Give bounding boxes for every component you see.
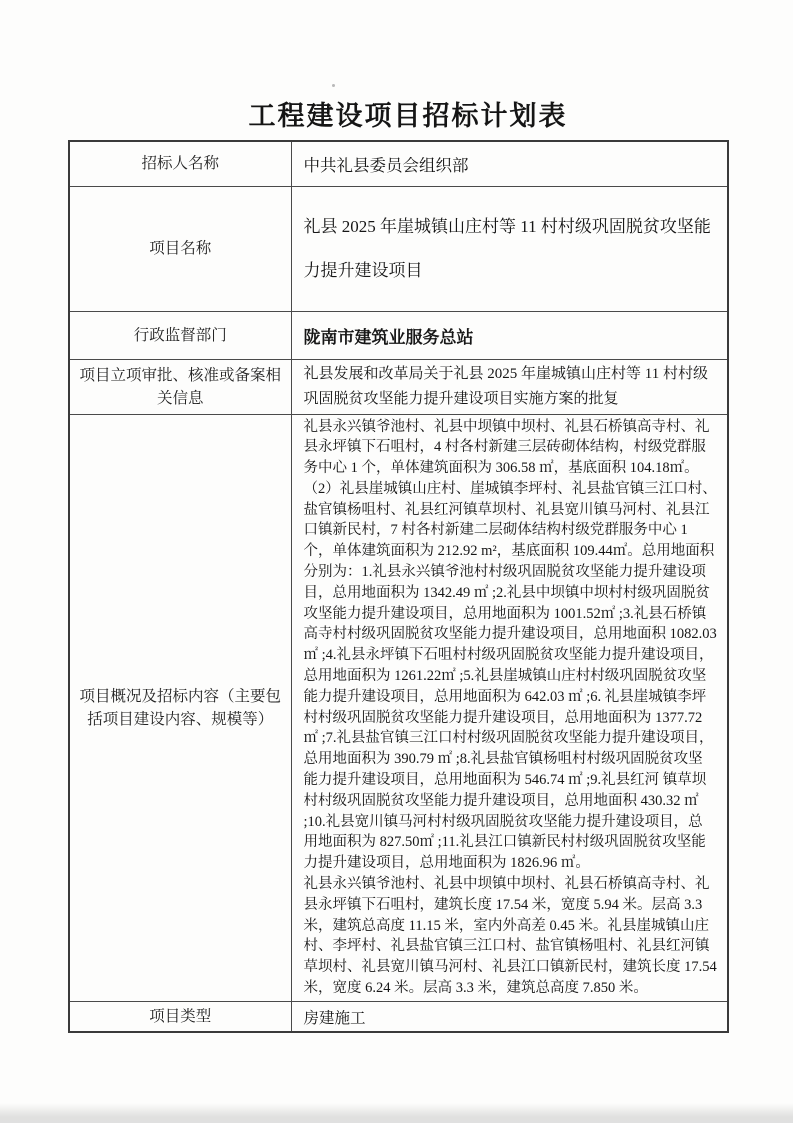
scan-speck <box>332 84 335 87</box>
table-row <box>69 141 728 186</box>
scan-edge-shadow <box>0 1103 793 1123</box>
table-row <box>69 186 728 311</box>
field-label-project-type: 项目类型 <box>69 1001 291 1032</box>
field-value-project-overview <box>291 414 728 1001</box>
field-value-supervising-department: 陇南市建筑业服务总站 <box>291 311 728 359</box>
field-label-approval-info: 项目立项审批、核准或备案相关信息 <box>69 359 291 414</box>
field-value-bidder-name: 中共礼县委员会组织部 <box>291 141 728 186</box>
table-row <box>69 414 728 1001</box>
table-row <box>69 1001 728 1032</box>
field-label-project-name: 项目名称 <box>69 186 291 311</box>
table-row <box>69 311 728 359</box>
field-value-project-type: 房建施工 <box>291 1001 728 1032</box>
field-label-supervising-department: 行政监督部门 <box>69 311 291 359</box>
field-label-project-overview: 项目概况及招标内容（主要包括项目建设内容、规模等） <box>69 414 291 1001</box>
overview-paragraph-dimensions: 礼县永兴镇爷池村、礼县中坝镇中坝村、礼县石桥镇高寺村、礼县永坪镇下石咀村，建筑长度 17.54 米，宽度 5.94 米。层高 3.3 米，建筑总高度 11.15 米，室内外高差 0.45 米。礼县崖城镇山庄村、李坪村、礼县盐官镇三江口村、盐官镇杨咀村、礼县红河镇草坝村、礼县宽川镇马河村、礼县江口镇新民村，建筑长度 17.54 米，宽度 6.24 米。层高 3.3 米，建筑总高度 7.850 米。 <box>303 876 717 997</box>
overview-paragraph-areas: 礼县永兴镇爷池村、礼县中坝镇中坝村、礼县石桥镇高寺村、礼县永坪镇下石咀村，4 村各村新建三层砖砌体结构，村级党群服务中心 1 个，单体建筑面积为 306.58 ㎡，基底面积 104.18㎡。（2）礼县崖城镇山庄村、崖城镇李坪村、礼县盐官镇三江口村、盐官镇杨咀村、礼县红河镇草坝村、礼县宽川镇马河村、礼县江口镇新民村，7 村各村新建二层砌体结构村级党群服务中心 1 个，单体建筑面积为 212.92 m²，基底面积 109.44㎡。总用地面积分别为：1.礼县永兴镇爷池村村级巩固脱贫攻坚能力提升建设项目，总用地面积为 1342.49 ㎡ ;2.礼县中坝镇中坝村村级巩固脱贫攻坚能力提升建设项目，总用地面积为 1001.52㎡ ;3.礼县石桥镇高寺村村级巩固脱贫攻坚能力提升建设项目，总用地面积 1082.03㎡ ;4.礼县永坪镇下石咀村村级巩固脱贫攻坚能力提升建设项目，总用地面积为 1261.22㎡ ;5.礼县崖城镇山庄村村级巩固脱贫攻坚能力提升建设项目，总用地面积为 642.03 ㎡ ;6. 礼县崖城镇李坪村村级巩固脱贫攻坚能力提升建设项目，总用地面积为 1377.72 ㎡ ;7.礼县盐官镇三江口村村级巩固脱贫攻坚能力提升建设项目，总用地面积为 390.79 ㎡ ;8.礼县盐官镇杨咀村村级巩固脱贫攻坚能力提升建设项目，总用地面积为 546.74 ㎡ ;9.礼县红河 镇草坝村村级巩固脱贫攻坚能力提升建设项目，总用地面积 430.32 ㎡ ;10.礼县宽川镇马河村村级巩固脱贫攻坚能力提升建设项目，总用地面积为 827.50㎡ ;11.礼县江口镇新民村村级巩固脱贫攻坚能力提升建设项目，总用地面积为 1826.96 ㎡。 <box>303 418 717 872</box>
field-value-approval-info: 礼县发展和改革局关于礼县 2025 年崖城镇山庄村等 11 村村级巩固脱贫攻坚能力提升建设项目实施方案的批复 <box>291 359 728 414</box>
table-row <box>69 359 728 414</box>
document-title: 工程建设项目招标计划表 <box>248 101 568 131</box>
bidding-plan-table <box>68 140 729 1033</box>
field-label-bidder-name: 招标人名称 <box>69 141 291 186</box>
field-value-project-name: 礼县 2025 年崖城镇山庄村等 11 村村级巩固脱贫攻坚能力提升建设项目 <box>291 186 728 311</box>
